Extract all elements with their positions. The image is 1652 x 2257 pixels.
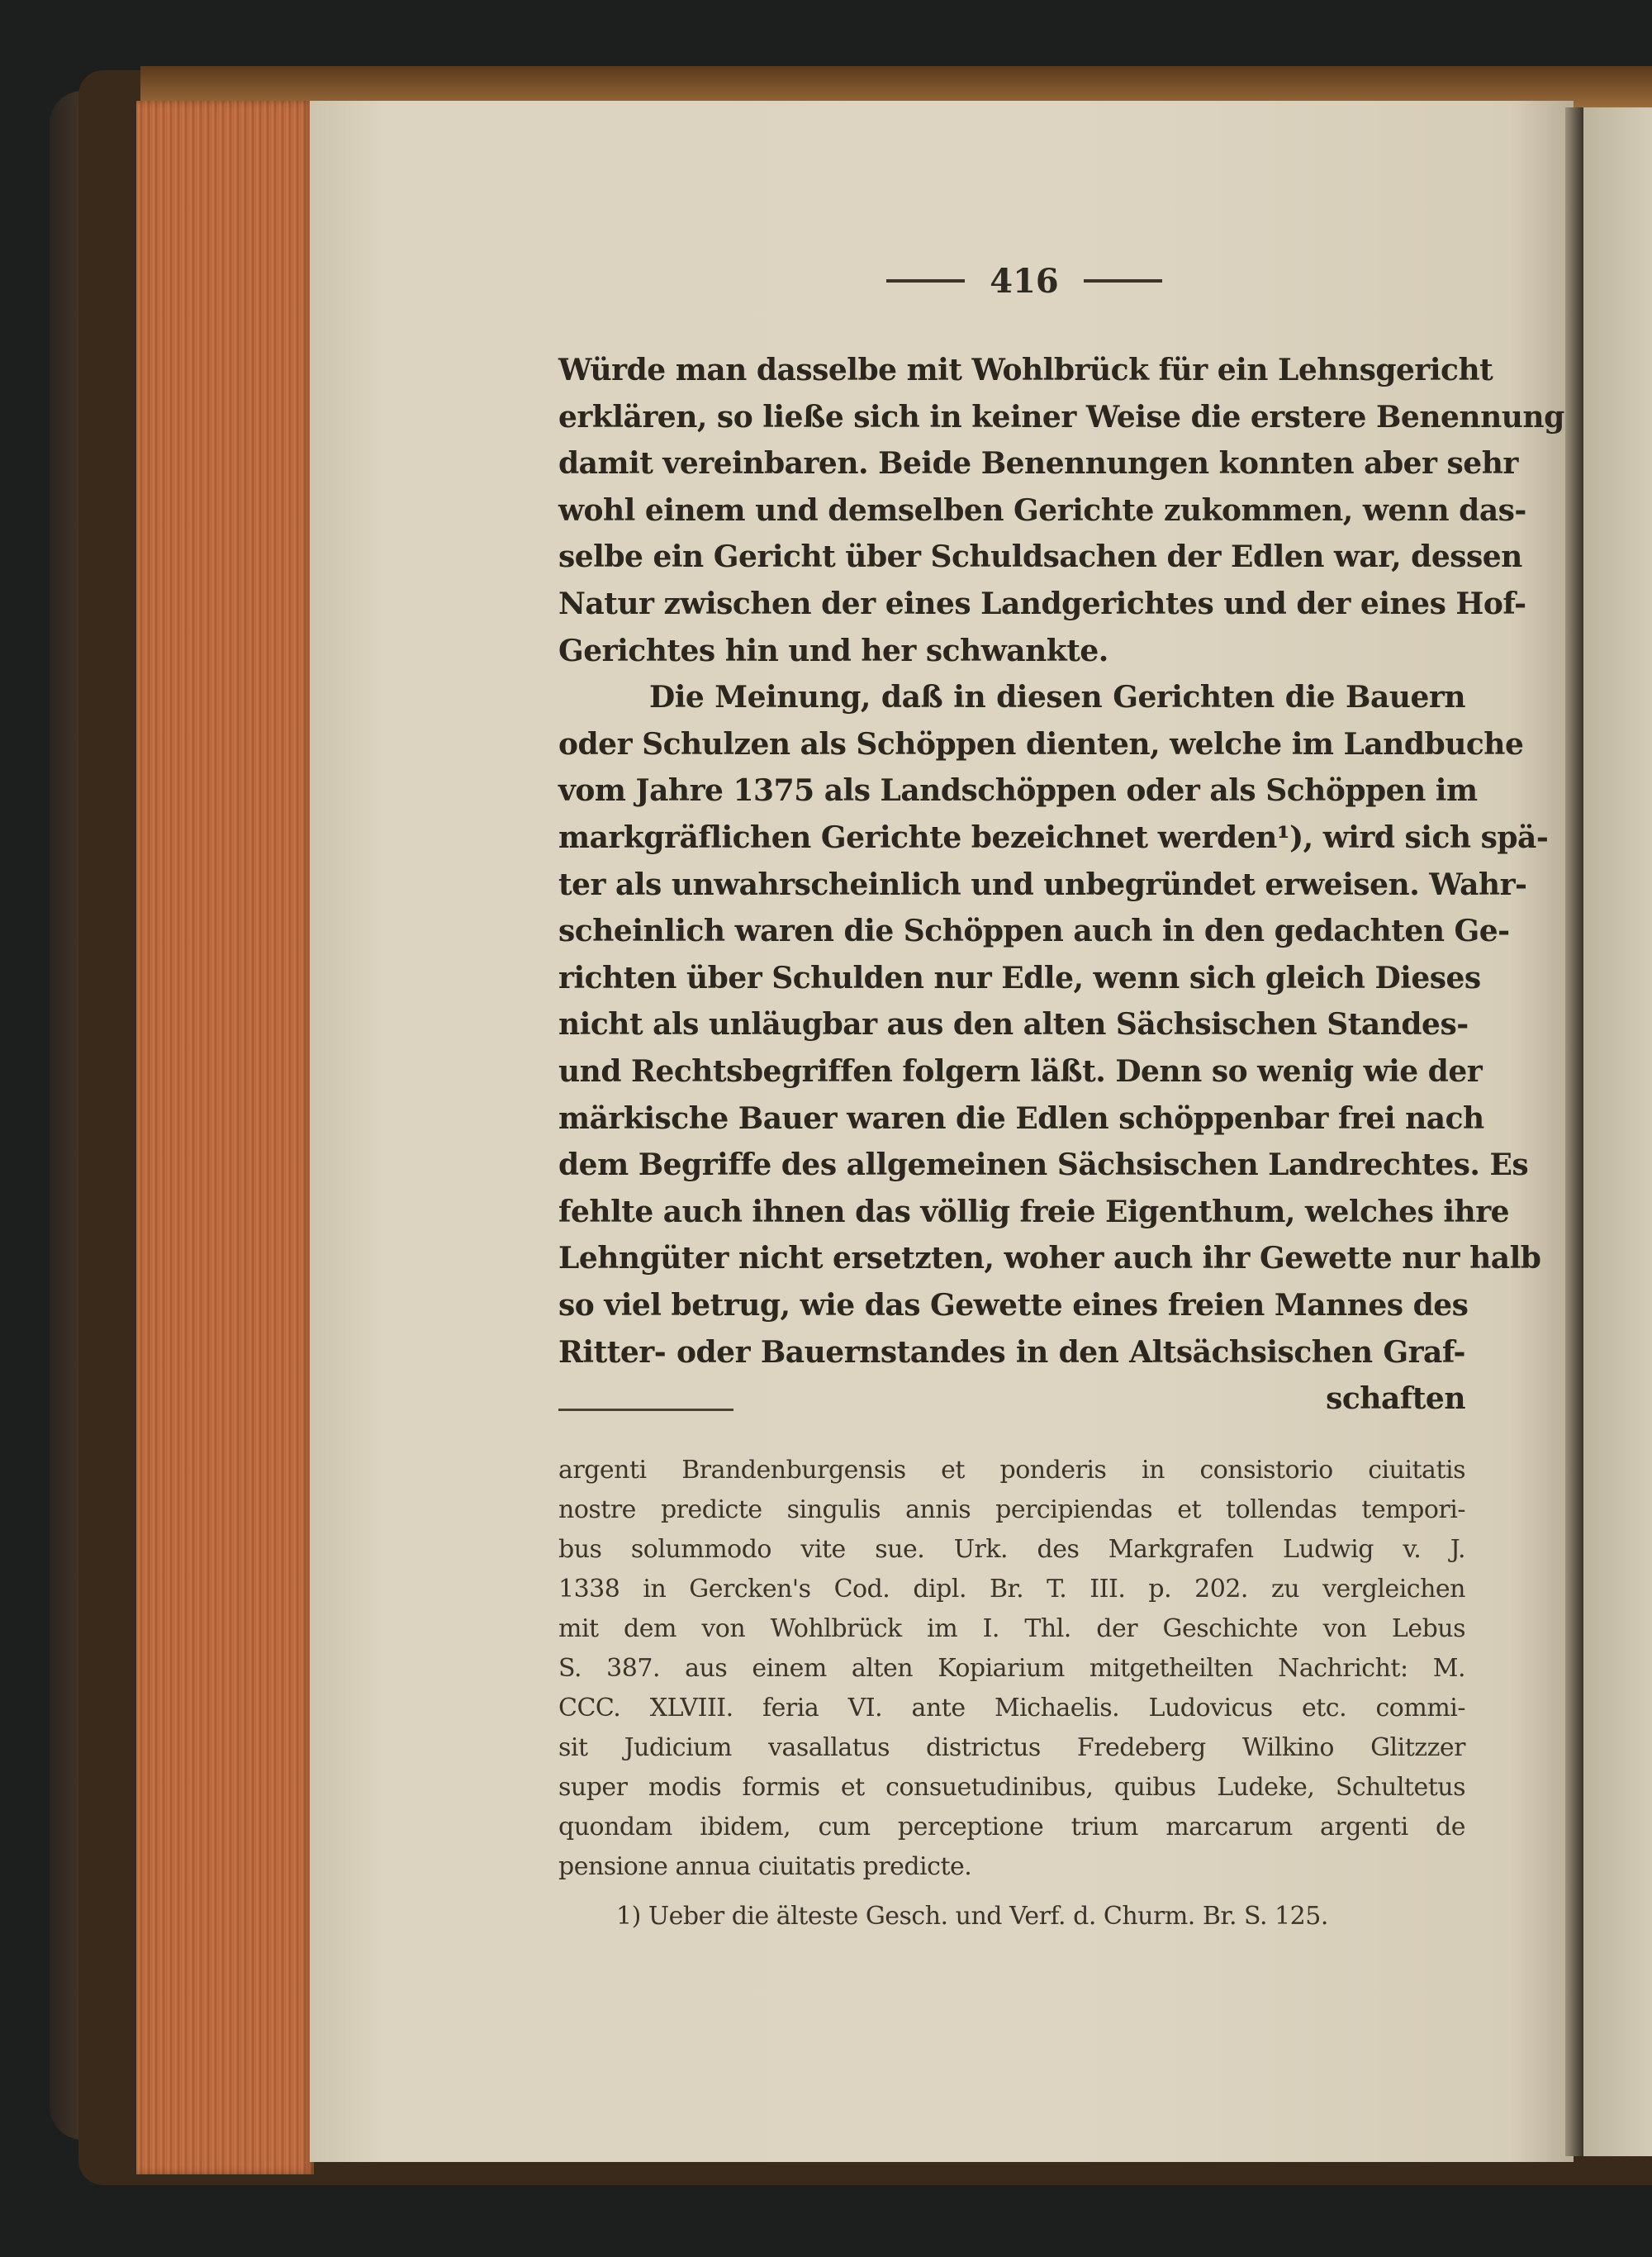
text-line: dem Begriffe des allgemeinen Sächsischen Landrechtes. Es (558, 1148, 1529, 1183)
text-line: Lehngüter nicht ersetzten, woher auch ihr Gewette nur halb (558, 1241, 1541, 1276)
footnote-line: nostre predicte singulis annis percipiendas et tollendas tempori- (558, 1495, 1465, 1524)
header-dash-right (1084, 279, 1162, 283)
footnote-line: sit Judicium vasallatus districtus Fredeberg Wilkino Glitzzer (558, 1733, 1465, 1762)
text-line: Würde man dasselbe mit Wohlbrück für ein Lehnsgericht (558, 353, 1493, 387)
text-line: märkische Bauer waren die Edlen schöppenbar frei nach (558, 1100, 1484, 1136)
footnote-line: argenti Brandenburgensis et ponderis in consistorio ciuitatis (558, 1456, 1465, 1485)
page-gutter (1565, 107, 1583, 2156)
text-line: Die Meinung, daß in diesen Gerichten die Bauern (649, 680, 1465, 715)
text-line: damit vereinbaren. Beide Benennungen konnten aber sehr (558, 446, 1518, 482)
facing-page (1583, 107, 1652, 2156)
footnote-line: pensione annua ciuitatis predicte. (558, 1852, 972, 1881)
text-line: oder Schulzen als Schöppen dienten, welche im Landbuche (558, 726, 1524, 762)
page-header (867, 256, 1181, 306)
text-line: scheinlich waren die Schöppen auch in den gedachten Ge- (558, 914, 1510, 949)
text-line: und Rechtsbegriffen folgern läßt. Denn so wenig wie der (558, 1054, 1483, 1089)
header-dash-left (886, 279, 965, 283)
text-line: selbe ein Gericht über Schuldsachen der Edlen war, dessen (558, 539, 1522, 575)
footnote-line: super modis formis et consuetudinibus, quibus Ludeke, Schultetus (558, 1773, 1465, 1802)
text-line: schaften (1326, 1381, 1465, 1417)
text-line: wohl einem und demselben Gerichte zukommen, wenn das- (558, 492, 1526, 528)
text-line: richten über Schulden nur Edle, wenn sich gleich Dieses (558, 960, 1481, 995)
text-line: vom Jahre 1375 als Landschöppen oder als Schöppen im (558, 773, 1478, 809)
footnote-line: 1338 in Gercken's Cod. dipl. Br. T. III. p. 202. zu vergleichen (558, 1575, 1465, 1604)
footnote-line: mit dem von Wohlbrück im I. Thl. der Geschichte von Lebus (558, 1614, 1465, 1643)
text-line: fehlte auch ihnen das völlig freie Eigenthum, welches ihre (558, 1194, 1510, 1229)
text-line: erklären, so ließe sich in keiner Weise die erstere Benennung (558, 399, 1564, 435)
footnote-rule (558, 1409, 733, 1411)
text-line: so viel betrug, wie das Gewette eines freien Mannes des (558, 1288, 1469, 1323)
text-line: Gerichtes hin und her schwankte. (558, 633, 1108, 668)
page-number: 416 (990, 261, 1059, 301)
text-line: Ritter- oder Bauernstandes in den Altsächsischen Graf- (558, 1334, 1465, 1370)
footnote-line: S. 387. aus einem alten Kopiarium mitgetheilten Nachricht: M. (558, 1654, 1465, 1683)
footnote-1: 1) Ueber die älteste Gesch. und Verf. d. Churm. Br. S. 125. (616, 1902, 1328, 1931)
text-line: nicht als unläugbar aus den alten Sächsischen Standes- (558, 1007, 1469, 1043)
footnote-line: quondam ibidem, cum perceptione trium marcarum argenti de (558, 1813, 1465, 1841)
footnote-line: bus solummodo vite sue. Urk. des Markgrafen Ludwig v. J. (558, 1535, 1465, 1564)
footnote-line: CCC. XLVIII. feria VI. ante Michaelis. Ludovicus etc. commi- (558, 1694, 1465, 1722)
text-line: Natur zwischen der eines Landgerichtes und der eines Hof- (558, 587, 1526, 621)
text-line: markgräflichen Gerichte bezeichnet werden¹), wird sich spä- (558, 820, 1549, 855)
text-line: ter als unwahrscheinlich und unbegründet erweisen. Wahr- (558, 867, 1527, 902)
page-fore-edge (136, 101, 314, 2174)
